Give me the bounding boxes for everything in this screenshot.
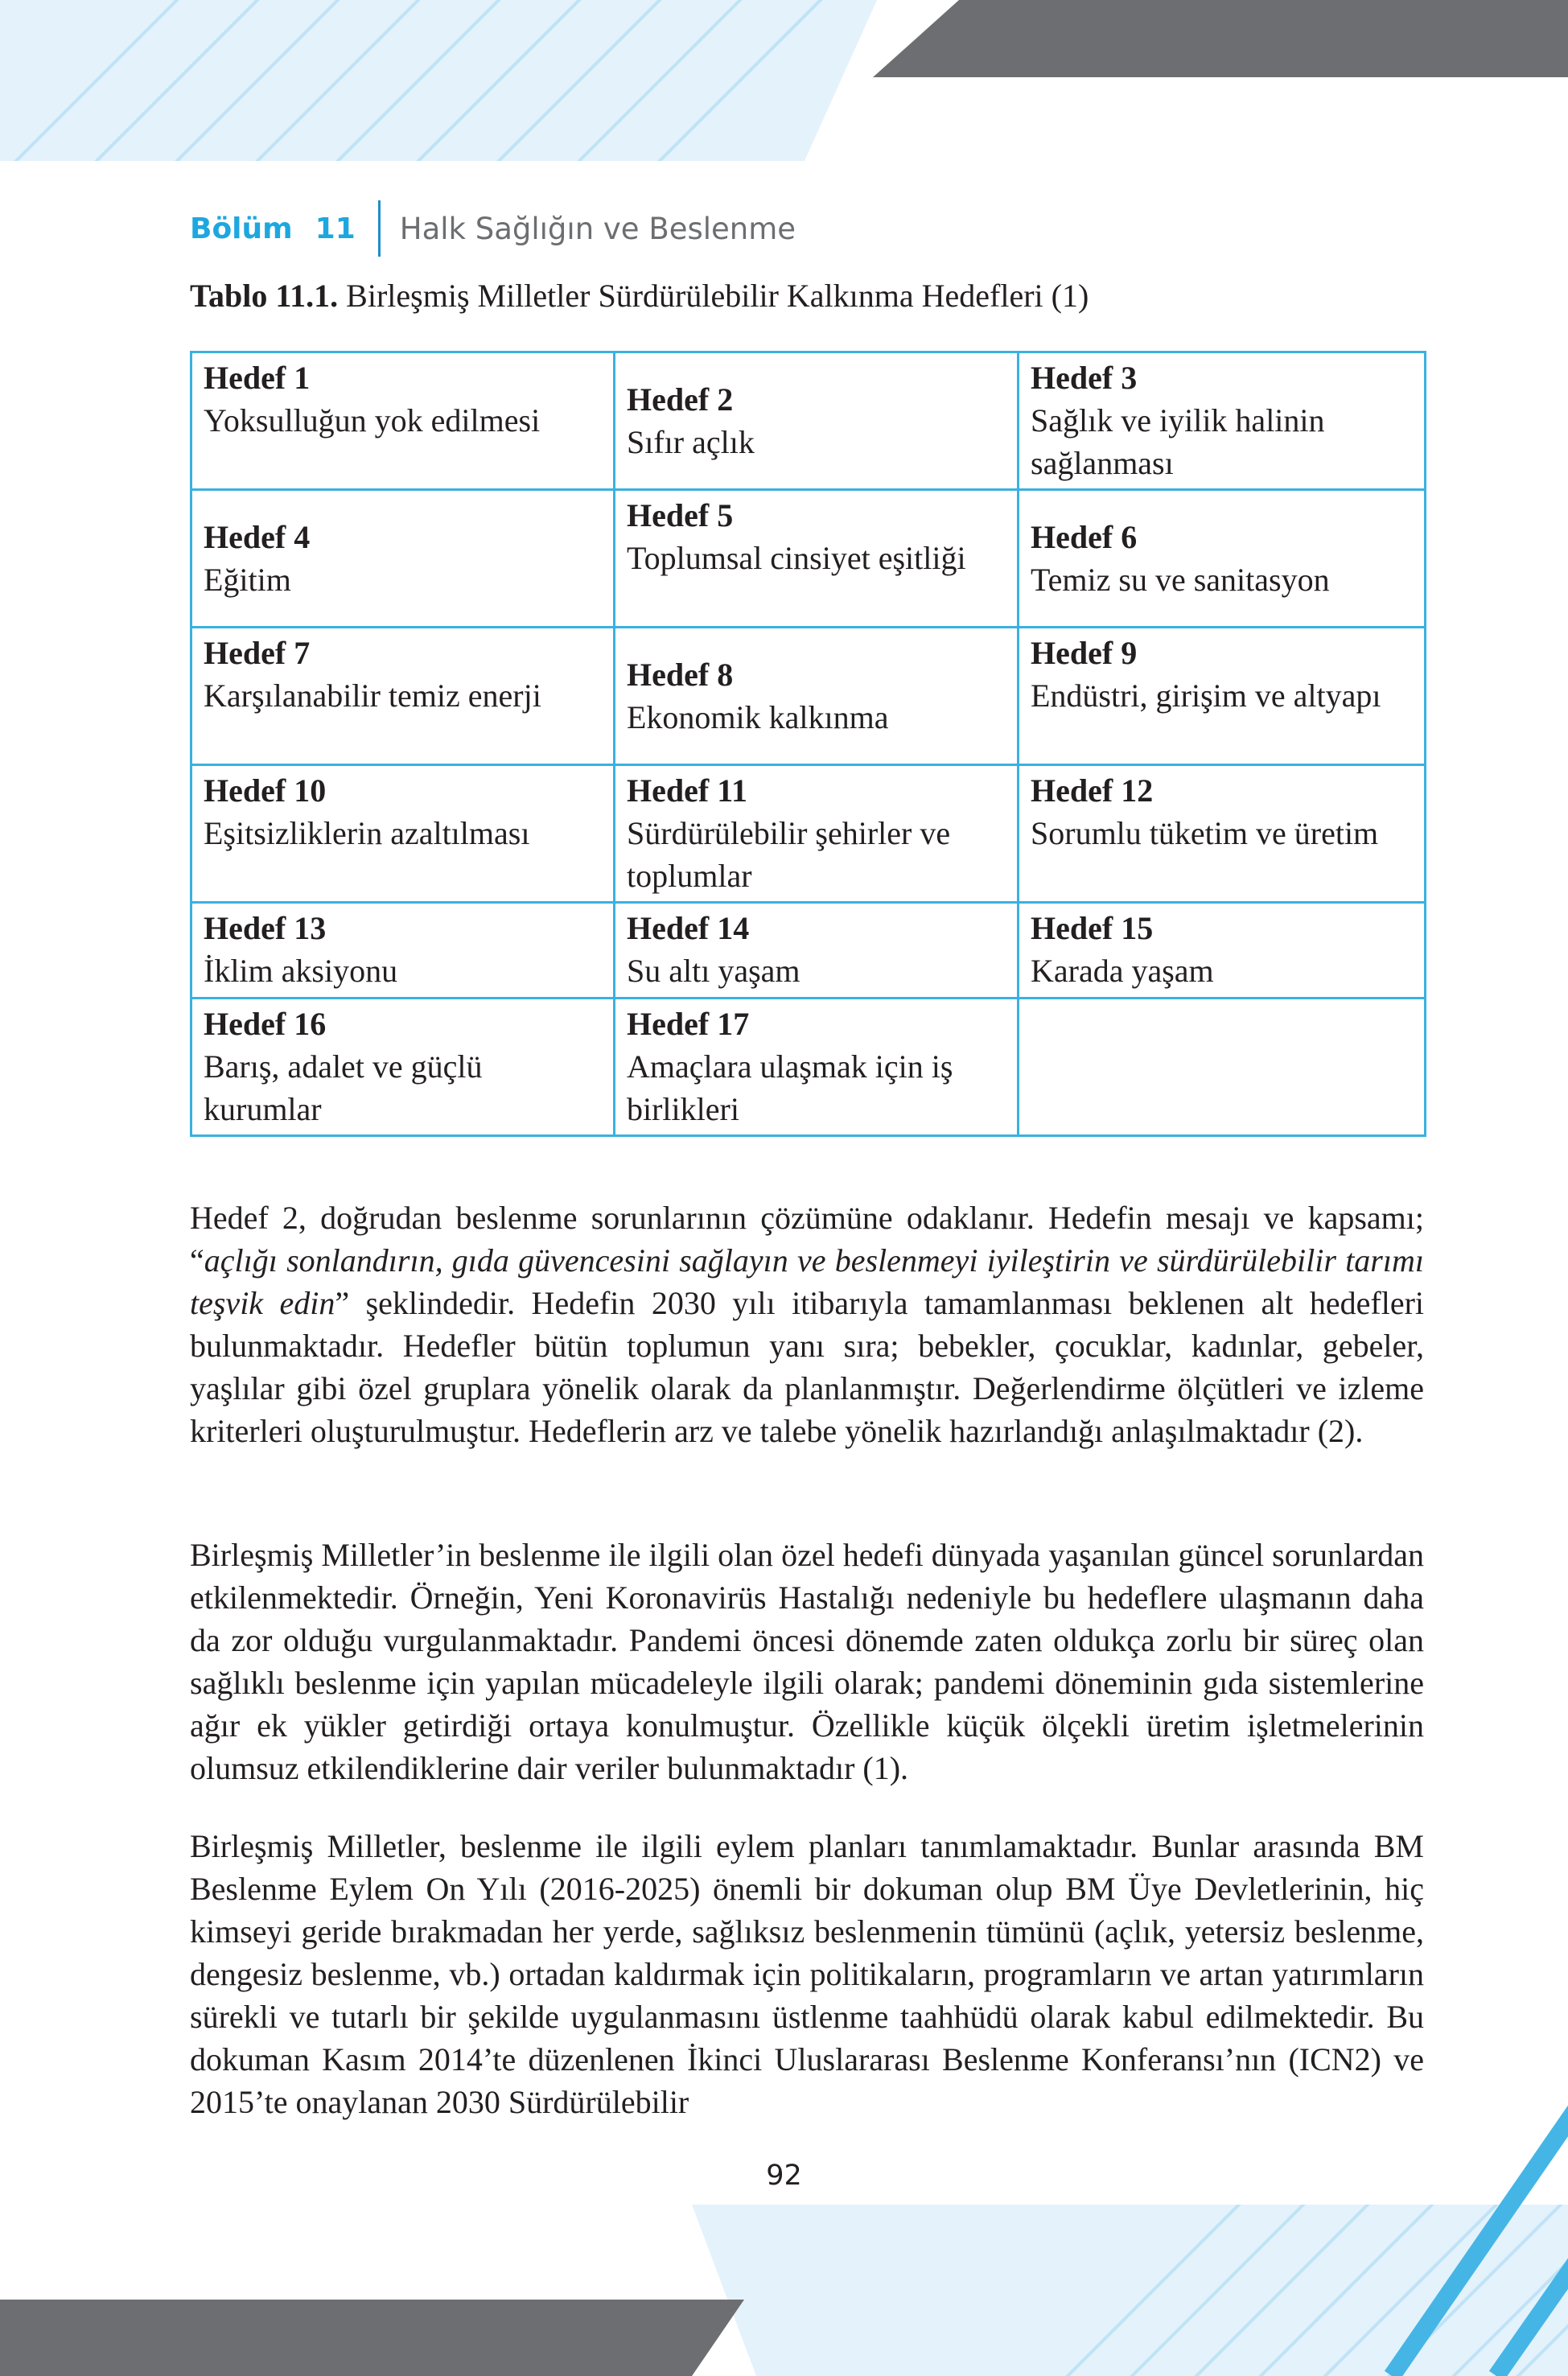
table-row	[191, 490, 1426, 628]
goal-number: Hedef 1	[204, 360, 311, 396]
goal-cell-1	[191, 352, 615, 490]
goal-text: Sorumlu tüketim ve üretim	[1031, 815, 1379, 851]
table-caption-text: Birleşmiş Milletler Sürdürülebilir Kalkınma Hedefleri (1)	[346, 278, 1089, 314]
goal-text: Endüstri, girişim ve altyapı	[1031, 677, 1381, 714]
goal-text: Eğitim	[204, 562, 291, 598]
goal-cell-2	[615, 352, 1019, 490]
table-caption	[190, 277, 1089, 315]
goal-text: Sürdürülebilir şehirler ve toplumlar	[627, 815, 951, 894]
goal-text: Ekonomik kalkınma	[627, 699, 889, 735]
table-caption-label: Tablo 11.1.	[190, 278, 339, 314]
goal-cell-3	[1019, 352, 1426, 490]
goal-cell-11	[615, 765, 1019, 903]
table-row	[191, 628, 1426, 765]
goals-table	[190, 351, 1426, 1137]
paragraph-1-end: ” şeklindedir. Hedefin 2030 yılı itibarıyla tamamlanması beklenen alt hedefleri bulunmaktadır. Hedefler bütün toplumun yanı sıra; bebekler, çocuklar, kadınlar, gebeler, yaşlılar gibi özel gruplara yönelik olarak da planlanmıştır. Değerlendirme ölçütleri ve izleme kriterleri oluşturulmuştur. Hedeflerin arz ve talebe yönelik hazırlandığı anlaşılmaktadır (2).	[190, 1285, 1425, 1449]
table-row	[191, 999, 1426, 1136]
goal-number: Hedef 6	[1031, 519, 1138, 555]
goal-cell-8	[615, 628, 1019, 765]
goal-cell-5	[615, 490, 1019, 628]
table-row	[191, 765, 1426, 903]
goal-number: Hedef 15	[1031, 910, 1154, 946]
goal-number: Hedef 14	[627, 910, 750, 946]
page-number: 92	[766, 2160, 802, 2192]
goal-number: Hedef 13	[204, 910, 327, 946]
goal-cell-12	[1019, 765, 1426, 903]
goal-cell-15	[1019, 903, 1426, 999]
paragraph-1-quote: açlığı sonlandırın, gıda güvencesini sağlayın ve beslenmeyi iyileştirin ve sürdürülebilir tarımı teşvik edin	[190, 1242, 1424, 1321]
goal-cell-17	[615, 999, 1019, 1136]
paragraph-1-start: Hedef 2, doğrudan beslenme sorunlarının çözümüne odaklanır. Hedefin mesajı ve kapsamı; “	[190, 1200, 1424, 1279]
goal-text: Su altı yaşam	[627, 953, 800, 989]
goal-cell-10	[191, 765, 615, 903]
goal-text: Temiz su ve sanitasyon	[1031, 562, 1330, 598]
goal-text: Barış, adalet ve güçlü kurumlar	[204, 1048, 483, 1127]
goal-number: Hedef 8	[627, 657, 734, 693]
table-row	[191, 903, 1426, 999]
goal-text: Amaçlara ulaşmak için iş birlikleri	[627, 1048, 953, 1127]
table-row	[191, 352, 1426, 490]
goal-text: Toplumsal cinsiyet eşitliği	[627, 540, 966, 576]
goal-number: Hedef 12	[1031, 772, 1154, 809]
chapter-word: Bölüm	[190, 212, 293, 245]
chapter-header	[190, 198, 796, 259]
goal-text: Yoksulluğun yok edilmesi	[204, 402, 541, 439]
goal-number: Hedef 3	[1031, 360, 1138, 396]
goal-text: Karşılanabilir temiz enerji	[204, 677, 541, 714]
goal-number: Hedef 11	[627, 772, 747, 809]
goal-number: Hedef 10	[204, 772, 327, 809]
goal-text: İklim aksiyonu	[204, 953, 398, 989]
goal-number: Hedef 7	[204, 635, 311, 671]
goal-text: Sıfır açlık	[627, 424, 755, 460]
goal-number: Hedef 5	[627, 497, 734, 533]
goal-cell-7	[191, 628, 615, 765]
goal-cell-9	[1019, 628, 1426, 765]
goal-cell-4	[191, 490, 615, 628]
goal-number: Hedef 17	[627, 1006, 750, 1042]
goal-text: Eşitsizliklerin azaltılması	[204, 815, 530, 851]
paragraph-1	[190, 1196, 1424, 1452]
goal-number: Hedef 4	[204, 519, 311, 555]
goal-cell-13	[191, 903, 615, 999]
goal-text: Sağlık ve iyilik halinin sağlanması	[1031, 402, 1325, 481]
goal-cell-14	[615, 903, 1019, 999]
goal-cell-6	[1019, 490, 1426, 628]
goal-number: Hedef 9	[1031, 635, 1138, 671]
goal-number: Hedef 2	[627, 381, 734, 418]
paragraph-2: Birleşmiş Milletler’in beslenme ile ilgili olan özel hedefi dünyada yaşanılan güncel sorunlardan etkilenmektedir. Örneğin, Yeni Koronavirüs Hastalığı nedeniyle bu hedeflere ulaşmanın daha da zor olduğu vurgulanmaktadır. Pandemi öncesi dönemde zaten oldukça zorlu bir süreç olan sağlıklı beslenme için yapılan mücadeleyle ilgili olarak; pandemi döneminin gıda sistemlerine ağır ek yükler getirdiği ortaya konulmuştur. Özellikle küçük ölçekli üretim işletmelerinin olumsuz etkilendiklerine dair veriler bulunmaktadır (1).	[190, 1537, 1424, 1786]
chapter-number: 11	[315, 212, 356, 245]
chapter-title: Halk Sağlığın ve Beslenme	[399, 211, 796, 246]
paragraph-3: Birleşmiş Milletler, beslenme ile ilgili eylem planları tanımlamaktadır. Bunlar arasında BM Beslenme Eylem On Yılı (2016-2025) önemli bir dokuman olup BM Üye Devletlerinin, hiç kimseyi geride bırakmadan her yerde, sağlıksız beslenmenin tümünü (açlık, yetersiz beslenme, dengesiz beslenme, vb.) ortadan kaldırmak için politikaların, programların ve artan yatırımların sürekli ve tutarlı bir şekilde uygulanmasını üstlenme taahhüdü olarak kabul edilmektedir. Bu dokuman Kasım 2014’te düzenlenen İkinci Uluslararası Beslenme Konferansı’nın (ICN2) ve 2015’te onaylanan 2030 Sürdürülebilir	[190, 1828, 1424, 2120]
goal-cell-16	[191, 999, 615, 1136]
goal-text: Karada yaşam	[1031, 953, 1214, 989]
goal-number: Hedef 16	[204, 1006, 327, 1042]
empty-cell	[1019, 999, 1426, 1136]
chapter-divider	[378, 200, 381, 257]
